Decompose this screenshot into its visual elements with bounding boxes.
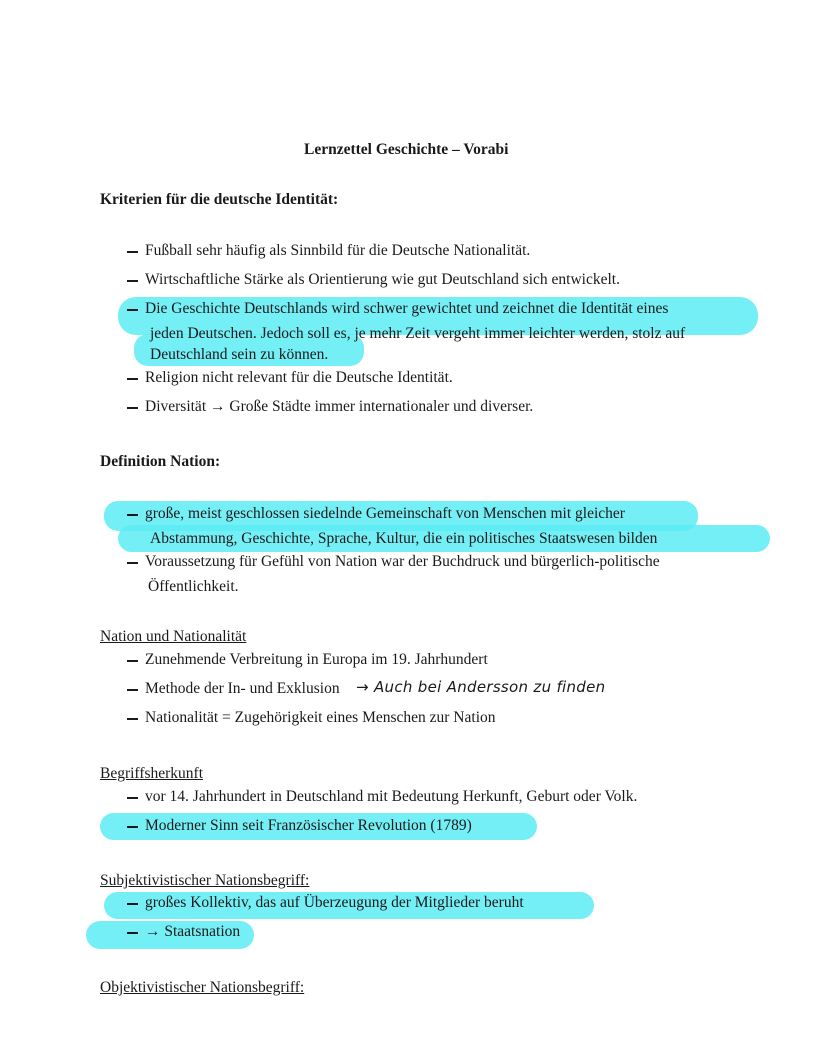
handwritten-arrow-icon: → (356, 678, 369, 696)
bullet-dash (127, 280, 138, 282)
bullet-dash (127, 251, 138, 253)
section-heading: Nation und Nationalität (100, 628, 247, 645)
bullet-dash (127, 660, 138, 662)
list-item: Wirtschaftliche Stärke als Orientierung wie gut Deutschland sich entwickelt. (145, 271, 620, 288)
list-item: Methode der In- und Exklusion (145, 680, 340, 697)
page-title: Lernzettel Geschichte – Vorabi (304, 141, 509, 158)
bullet-dash (127, 309, 138, 311)
list-item: Fußball sehr häufig als Sinnbild für die Deutsche Nationalität. (145, 242, 531, 259)
bullet-dash (127, 903, 138, 905)
handwritten-note (356, 677, 605, 697)
list-item: vor 14. Jahrhundert in Deutschland mit Bedeutung Herkunft, Geburt oder Volk. (145, 788, 638, 805)
list-item: Nationalität = Zugehörigkeit eines Menschen zur Nation (145, 709, 496, 726)
section-heading: Kriterien für die deutsche Identität: (100, 191, 339, 208)
list-item: Diversität → Große Städte immer internationaler und diverser. (145, 398, 534, 415)
list-item: großes Kollektiv, das auf Überzeugung der Mitglieder beruht (145, 894, 524, 911)
bullet-dash (127, 514, 138, 516)
list-item-continuation: Abstammung, Geschichte, Sprache, Kultur, die ein politisches Staatswesen bilden (150, 530, 658, 547)
list-item-continuation: Öffentlichkeit. (148, 578, 239, 595)
list-item: große, meist geschlossen siedelnde Gemeinschaft von Menschen mit gleicher (145, 505, 625, 522)
bullet-dash (127, 826, 138, 828)
handwritten-note-text: Auch bei Andersson zu finden (373, 678, 606, 696)
bullet-dash (127, 378, 138, 380)
list-item: → Staatsnation (145, 923, 241, 940)
section-heading: Subjektivistischer Nationsbegriff: (100, 872, 310, 889)
list-item: Die Geschichte Deutschlands wird schwer gewichtet und zeichnet die Identität eines (145, 300, 669, 317)
bullet-dash (127, 407, 138, 409)
list-item: Zunehmende Verbreitung in Europa im 19. Jahrhundert (145, 651, 488, 668)
section-heading: Definition Nation: (100, 453, 221, 470)
bullet-dash (127, 932, 138, 934)
bullet-dash (127, 797, 138, 799)
bullet-dash (127, 718, 138, 720)
section-heading: Objektivistischer Nationsbegriff: (100, 979, 305, 996)
bullet-dash (127, 689, 138, 691)
list-item: Voraussetzung für Gefühl von Nation war der Buchdruck und bürgerlich-politische (145, 553, 660, 570)
section-heading: Begriffsherkunft (100, 765, 204, 782)
list-item-continuation: jeden Deutschen. Jedoch soll es, je mehr Zeit vergeht immer leichter werden, stolz auf (150, 325, 686, 342)
list-item-continuation: Deutschland sein zu können. (150, 346, 329, 363)
list-item: Religion nicht relevant für die Deutsche Identität. (145, 369, 453, 386)
bullet-dash (127, 562, 138, 564)
list-item: Moderner Sinn seit Französischer Revolution (1789) (145, 817, 472, 834)
